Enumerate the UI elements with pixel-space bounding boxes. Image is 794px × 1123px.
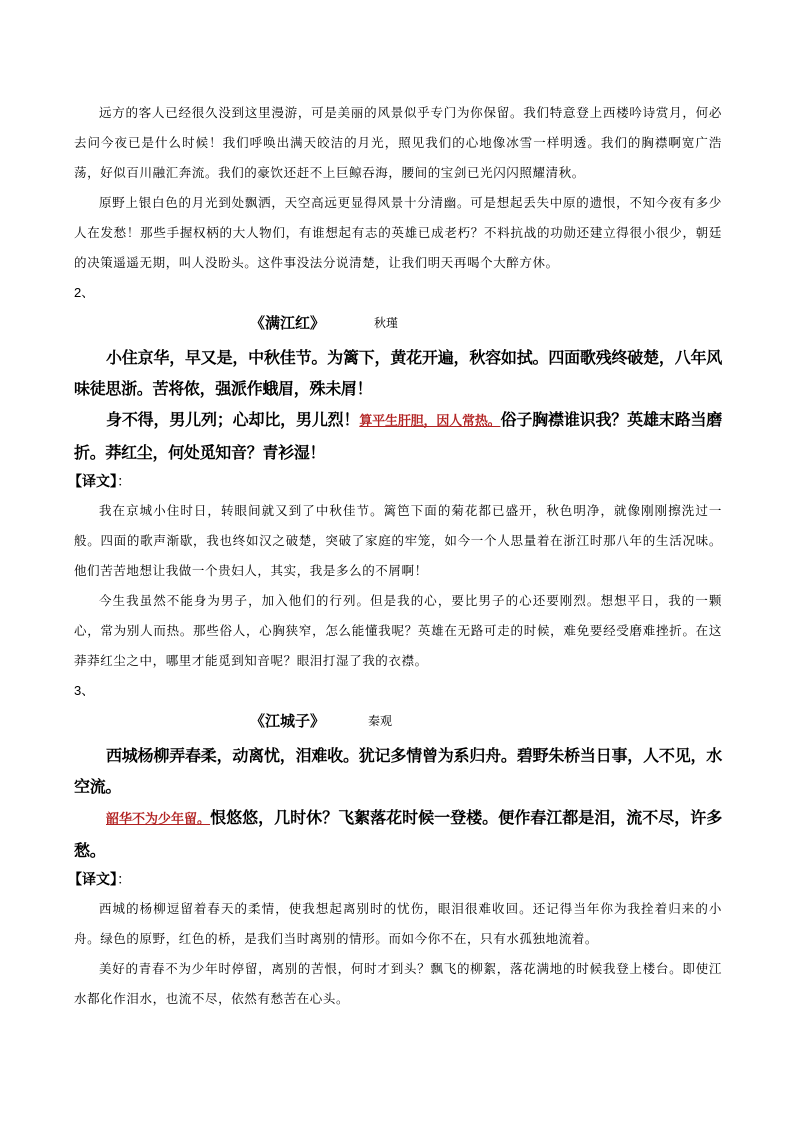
poem-text: 身不得，男儿列；心却比，男儿烈！ [106, 410, 360, 429]
label-colon: ： [117, 872, 131, 888]
section-3-translation-paragraph-1: 西城的杨柳逗留着春天的柔情，使我想起离别时的忧伤，眼泪很难收回。还记得当年你为我拴着归来的小舟。绿色的原野，红色的桥，是我们当时离别的情形。而如今你不在，只有水孤独地流着。 [74, 901, 722, 946]
section-2-number: 2、 [74, 285, 95, 300]
intro-translation-paragraph-2: 原野上银白色的月光到处飘洒，天空高远更显得风景十分清幽。可是想起丢失中原的遗恨，不知今夜有多少人在发愁！那些手握权柄的大人物们，有谁想起有志的英雄已成老朽？不料抗战的功勋还建立得很小很少，朝廷的决策遥遥无期，叫人没盼头。这件事没法分说清楚，让我们明天再喝个大醉方休。 [74, 195, 722, 270]
section-3-translation-paragraph-2: 美好的青春不为少年时停留，离别的苦恨，何时才到头？飘飞的柳絮，落花满地的时候我登上楼台。即使江水都化作泪水，也流不尽，依然有愁苦在心头。 [74, 961, 722, 1006]
section-2-translation-paragraph-1: 我在京城小住时日，转眼间就又到了中秋佳节。篱笆下面的菊花都已盛开，秋色明净，就像刚刚擦洗过一般。四面的歌声渐歇，我也终如汉之破楚，突破了家庭的牢笼，如今一个人思量着在浙江时那八年的生活况味。他们苦苦地想让我做一个贵妇人，其实，我是多么的不屑啊！ [74, 503, 722, 578]
section-2-poem-paragraph-2 [74, 404, 722, 468]
document-page [68, 98, 723, 1014]
section-3-poem-paragraph-2 [74, 802, 722, 866]
label-text: 【译文】 [68, 872, 117, 888]
section-2-poem-paragraph-1: 小住京华，早又是，中秋佳节。为篱下，黄花开遍，秋容如拭。四面歌残终破楚，八年风味徒思浙。苦将侬，强派作蛾眉，殊未屑！ [74, 348, 722, 398]
section-3-translation-label [68, 866, 722, 894]
section-3-author: 秦观 [368, 714, 393, 728]
highlighted-famous-line: 韶华不为少年留。 [106, 812, 211, 827]
label-text: 【译文】 [68, 474, 117, 490]
section-3-title: 《江城子》 [250, 712, 326, 730]
poem-text: 俗子胸襟谁识我？英雄末路当磨折。莽红尘，何处觅知音？青衫湿！ [74, 410, 723, 462]
section-3-number: 3、 [74, 683, 95, 698]
highlighted-famous-line: 算平生肝胆，因人常热。 [359, 414, 501, 429]
section-3-heading [74, 704, 722, 740]
intro-translation-paragraph-1: 远方的客人已经很久没到这里漫游，可是美丽的风景似乎专门为你保留。我们特意登上西楼吟诗赏月，何必去问今夜已是什么时候！我们呼唤出满天皎洁的月光，照见我们的心地像冰雪一样明透。我们的胸襟啊宽广浩荡，好似百川融汇奔流。我们的豪饮还赶不上巨鲸吞海，腰间的宝剑已光闪闪照耀清秋。 [74, 105, 722, 180]
label-colon: ： [117, 474, 131, 490]
section-2-title: 《满江红》 [250, 314, 326, 332]
section-2-heading [74, 306, 722, 342]
section-3-poem-paragraph-1: 西城杨柳弄春柔，动离忧，泪难收。犹记多情曾为系归舟。碧野朱桥当日事，人不见，水空流。 [74, 746, 722, 796]
section-2-author: 秋瑾 [374, 316, 399, 330]
poem-text: 恨悠悠，几时休？飞絮落花时候一登楼。便作春江都是泪，流不尽，许多愁。 [74, 808, 722, 860]
section-2-translation-label [68, 468, 722, 496]
section-2-translation-paragraph-2: 今生我虽然不能身为男子，加入他们的行列。但是我的心，要比男子的心还要刚烈。想想平日，我的一颗心，常为别人而热。那些俗人，心胸狭窄，怎么能懂我呢？英雄在无路可走的时候，难免要经受磨难挫折。在这莽莽红尘之中，哪里才能觅到知音呢？眼泪打湿了我的衣襟。 [74, 593, 722, 668]
